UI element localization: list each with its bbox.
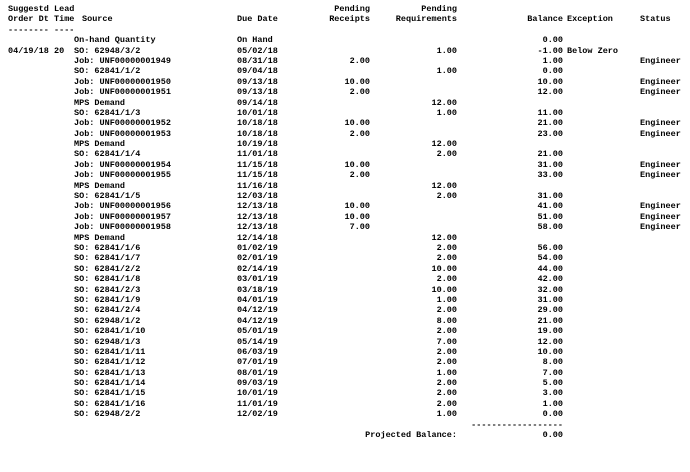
header-pending-requirements-1: Pending [421, 4, 457, 14]
cell-source: SO: 62841/1/11 [74, 346, 146, 357]
table-row [0, 181, 690, 191]
header-suggestd: Suggestd [8, 4, 49, 14]
cell-source: Job: UNF00000001955 [74, 170, 171, 181]
cell-source: SO: 62841/2/3 [74, 284, 141, 295]
cell-balance: 0.00 [542, 409, 563, 420]
cell-pending-requirements: 2.00 [436, 149, 457, 160]
cell-due-date: 06/03/19 [237, 346, 278, 357]
cell-source: SO: 62841/1/15 [74, 388, 146, 399]
cell-pending-requirements: 1.00 [436, 294, 457, 305]
cell-status: Engineer [640, 87, 681, 98]
table-row [0, 118, 690, 128]
table-row [0, 108, 690, 118]
cell-due-date: 04/01/19 [237, 294, 278, 305]
header-lead-underline: ---- [54, 24, 75, 35]
cell-balance: 56.00 [537, 242, 563, 253]
header-pending-receipts-1: Pending [334, 4, 370, 14]
cell-pending-requirements: 12.00 [431, 180, 457, 191]
cell-pending-receipts: 2.00 [349, 55, 370, 66]
cell-source: MPS Demand [74, 97, 126, 108]
table-row [0, 222, 690, 232]
table-row [0, 399, 690, 409]
cell-due-date: 10/19/18 [237, 139, 278, 150]
cell-source: Job: UNF00000001958 [74, 222, 171, 233]
cell-balance: 51.00 [537, 211, 563, 222]
cell-due-date: 10/01/18 [237, 107, 278, 118]
cell-source: Job: UNF00000001953 [74, 128, 171, 139]
cell-due-date: 05/01/19 [237, 326, 278, 337]
table-row [0, 191, 690, 201]
cell-source: Job: UNF00000001950 [74, 76, 171, 87]
table-row [0, 66, 690, 76]
cell-status: Engineer [640, 222, 681, 233]
projected-balance-label: Projected Balance: [365, 430, 457, 441]
mrp-report [0, 4, 690, 440]
cell-pending-receipts: 10.00 [344, 76, 370, 87]
cell-due-date: 12/13/18 [237, 201, 278, 212]
cell-balance: 19.00 [537, 326, 563, 337]
cell-status: Engineer [640, 76, 681, 87]
cell-source: SO: 62841/1/6 [74, 242, 141, 253]
cell-due-date: 09/04/18 [237, 66, 278, 77]
table-row [0, 285, 690, 295]
table-row [0, 337, 690, 347]
cell-source: SO: 62841/1/16 [74, 398, 146, 409]
cell-status: Engineer [640, 118, 681, 129]
projected-balance-value: 0.00 [542, 430, 563, 441]
cell-pending-requirements: 2.00 [436, 398, 457, 409]
cell-balance: 0.00 [542, 35, 563, 46]
cell-due-date: 12/13/18 [237, 211, 278, 222]
cell-due-date: 10/01/19 [237, 388, 278, 399]
cell-source: SO: 62841/1/13 [74, 367, 146, 378]
header-source: Source [82, 14, 113, 25]
cell-source: SO: 62841/1/10 [74, 326, 146, 337]
cell-due-date: 11/01/18 [237, 149, 278, 160]
cell-due-date: 12/03/18 [237, 191, 278, 202]
table-row [0, 77, 690, 87]
header-exception: Exception [567, 14, 613, 25]
table-row [0, 305, 690, 315]
cell-source: SO: 62841/1/8 [74, 274, 141, 285]
cell-balance: 41.00 [537, 201, 563, 212]
cell-pending-requirements: 7.00 [436, 336, 457, 347]
cell-status: Engineer [640, 159, 681, 170]
cell-balance: 10.00 [537, 76, 563, 87]
table-row [0, 357, 690, 367]
cell-balance: 21.00 [537, 315, 563, 326]
cell-due-date: 09/14/18 [237, 97, 278, 108]
cell-pending-requirements: 2.00 [436, 388, 457, 399]
header-line-3 [0, 25, 690, 35]
cell-source: SO: 62841/1/2 [74, 66, 141, 77]
header-order-underline: -------- [8, 24, 49, 35]
table-row [0, 35, 690, 45]
cell-pending-receipts: 10.00 [344, 118, 370, 129]
table-row [0, 149, 690, 159]
cell-status: Engineer [640, 211, 681, 222]
cell-pending-requirements: 2.00 [436, 326, 457, 337]
cell-pending-receipts: 10.00 [344, 159, 370, 170]
cell-source: Job: UNF00000001954 [74, 159, 171, 170]
cell-source: SO: 62948/3/2 [74, 45, 141, 56]
cell-balance: 3.00 [542, 388, 563, 399]
table-row [0, 264, 690, 274]
cell-balance: 10.00 [537, 346, 563, 357]
cell-due-date: 12/02/19 [237, 409, 278, 420]
table-row [0, 160, 690, 170]
cell-balance: 12.00 [537, 336, 563, 347]
cell-status: Engineer [640, 170, 681, 181]
cell-balance: 11.00 [537, 107, 563, 118]
cell-pending-requirements: 1.00 [436, 66, 457, 77]
cell-balance: 1.00 [542, 55, 563, 66]
cell-balance: 44.00 [537, 263, 563, 274]
cell-lead-time: 20 [54, 45, 65, 56]
header-balance: Balance [527, 14, 563, 25]
footer-total-row [0, 430, 690, 440]
table-row [0, 98, 690, 108]
cell-due-date: 08/31/18 [237, 55, 278, 66]
cell-balance: 32.00 [537, 284, 563, 295]
cell-balance: 21.00 [537, 149, 563, 160]
table-row [0, 212, 690, 222]
cell-pending-requirements: 2.00 [436, 242, 457, 253]
cell-balance: 31.00 [537, 294, 563, 305]
cell-source: Job: UNF00000001951 [74, 87, 171, 98]
cell-balance: 8.00 [542, 357, 563, 368]
header-receipts: Receipts [329, 14, 370, 25]
cell-pending-receipts: 2.00 [349, 170, 370, 181]
table-row [0, 139, 690, 149]
cell-pending-requirements: 1.00 [436, 45, 457, 56]
header-requirements: Requirements [395, 14, 457, 25]
cell-order-date: 04/19/18 [8, 45, 49, 56]
header-due-date: Due Date [237, 14, 278, 25]
cell-pending-requirements: 12.00 [431, 97, 457, 108]
table-row [0, 170, 690, 180]
cell-due-date: 01/02/19 [237, 242, 278, 253]
cell-balance: 1.00 [542, 398, 563, 409]
cell-pending-requirements: 8.00 [436, 315, 457, 326]
cell-pending-requirements: 2.00 [436, 357, 457, 368]
cell-due-date: 05/02/18 [237, 45, 278, 56]
table-row [0, 378, 690, 388]
cell-pending-requirements: 10.00 [431, 263, 457, 274]
cell-balance: 12.00 [537, 87, 563, 98]
cell-pending-requirements: 2.00 [436, 274, 457, 285]
cell-balance: 21.00 [537, 118, 563, 129]
cell-source: SO: 62948/1/3 [74, 336, 141, 347]
table-row [0, 253, 690, 263]
table-row [0, 409, 690, 419]
header-line-2 [0, 14, 690, 24]
cell-pending-requirements: 2.00 [436, 253, 457, 264]
cell-source: Job: UNF00000001952 [74, 118, 171, 129]
cell-pending-requirements: 1.00 [436, 367, 457, 378]
cell-source: Job: UNF00000001957 [74, 211, 171, 222]
cell-pending-requirements: 1.00 [436, 409, 457, 420]
table-row [0, 326, 690, 336]
cell-source: SO: 62841/1/12 [74, 357, 146, 368]
cell-balance: 0.00 [542, 66, 563, 77]
cell-due-date: 12/13/18 [237, 222, 278, 233]
cell-pending-requirements: 1.00 [436, 107, 457, 118]
cell-due-date: 03/18/19 [237, 284, 278, 295]
cell-source: MPS Demand [74, 232, 126, 243]
cell-balance: 23.00 [537, 128, 563, 139]
cell-pending-receipts: 2.00 [349, 87, 370, 98]
cell-due-date: 02/14/19 [237, 263, 278, 274]
cell-status: Engineer [640, 201, 681, 212]
cell-source: SO: 62948/1/2 [74, 315, 141, 326]
cell-pending-requirements: 2.00 [436, 346, 457, 357]
report-rows [0, 35, 690, 419]
cell-pending-requirements: 10.00 [431, 284, 457, 295]
cell-balance: 31.00 [537, 191, 563, 202]
table-row [0, 46, 690, 56]
cell-due-date: 09/13/18 [237, 76, 278, 87]
cell-balance: 42.00 [537, 274, 563, 285]
cell-pending-requirements: 2.00 [436, 305, 457, 316]
cell-due-date: 10/18/18 [237, 118, 278, 129]
cell-due-date: 10/18/18 [237, 128, 278, 139]
cell-balance: 29.00 [537, 305, 563, 316]
cell-balance: 5.00 [542, 378, 563, 389]
header-line-1 [0, 4, 690, 14]
cell-source: Job: UNF00000001949 [74, 55, 171, 66]
cell-status: Engineer [640, 55, 681, 66]
cell-due-date: 11/16/18 [237, 180, 278, 191]
table-row [0, 87, 690, 97]
cell-source: MPS Demand [74, 139, 126, 150]
cell-source: Job: UNF00000001956 [74, 201, 171, 212]
cell-due-date: 11/15/18 [237, 170, 278, 181]
cell-balance: 58.00 [537, 222, 563, 233]
cell-exception: Below Zero [567, 45, 619, 56]
table-row [0, 129, 690, 139]
cell-pending-receipts: 10.00 [344, 211, 370, 222]
cell-pending-requirements: 12.00 [431, 139, 457, 150]
table-row [0, 201, 690, 211]
cell-source: SO: 62841/1/7 [74, 253, 141, 264]
cell-pending-requirements: 2.00 [436, 378, 457, 389]
cell-pending-receipts: 2.00 [349, 128, 370, 139]
cell-source: SO: 62841/1/5 [74, 191, 141, 202]
cell-balance: 33.00 [537, 170, 563, 181]
cell-balance: 31.00 [537, 159, 563, 170]
cell-source: SO: 62841/1/9 [74, 294, 141, 305]
cell-due-date: 04/12/19 [237, 315, 278, 326]
cell-pending-receipts: 10.00 [344, 201, 370, 212]
cell-source: SO: 62948/2/2 [74, 409, 141, 420]
cell-due-date: 08/01/19 [237, 367, 278, 378]
table-row [0, 233, 690, 243]
cell-source: MPS Demand [74, 180, 126, 191]
footer-separator-row [0, 420, 690, 430]
cell-source: SO: 62841/2/4 [74, 305, 141, 316]
header-lead: Lead [54, 4, 75, 14]
table-row [0, 316, 690, 326]
cell-due-date: 09/13/18 [237, 87, 278, 98]
cell-source: On-hand Quantity [74, 35, 156, 46]
table-row [0, 388, 690, 398]
cell-due-date: On Hand [237, 35, 273, 46]
cell-due-date: 09/03/19 [237, 378, 278, 389]
header-status: Status [640, 14, 671, 25]
cell-source: SO: 62841/2/2 [74, 263, 141, 274]
table-row [0, 274, 690, 284]
cell-due-date: 11/01/19 [237, 398, 278, 409]
cell-due-date: 05/14/19 [237, 336, 278, 347]
cell-due-date: 03/01/19 [237, 274, 278, 285]
cell-due-date: 04/12/19 [237, 305, 278, 316]
cell-pending-requirements: 2.00 [436, 191, 457, 202]
cell-due-date: 07/01/19 [237, 357, 278, 368]
cell-pending-requirements: 12.00 [431, 232, 457, 243]
cell-due-date: 11/15/18 [237, 159, 278, 170]
cell-pending-receipts: 7.00 [349, 222, 370, 233]
table-row [0, 368, 690, 378]
cell-due-date: 02/01/19 [237, 253, 278, 264]
header-time: Time [54, 14, 75, 25]
table-row [0, 347, 690, 357]
header-order-dt: Order Dt [8, 14, 49, 25]
table-row [0, 295, 690, 305]
cell-balance: 54.00 [537, 253, 563, 264]
cell-source: SO: 62841/1/3 [74, 107, 141, 118]
footer-separator: ------------------ [471, 419, 563, 430]
cell-balance: 7.00 [542, 367, 563, 378]
cell-source: SO: 62841/1/14 [74, 378, 146, 389]
cell-due-date: 12/14/18 [237, 232, 278, 243]
table-row [0, 56, 690, 66]
table-row [0, 243, 690, 253]
cell-status: Engineer [640, 128, 681, 139]
cell-source: SO: 62841/1/4 [74, 149, 141, 160]
cell-balance: -1.00 [537, 45, 563, 56]
